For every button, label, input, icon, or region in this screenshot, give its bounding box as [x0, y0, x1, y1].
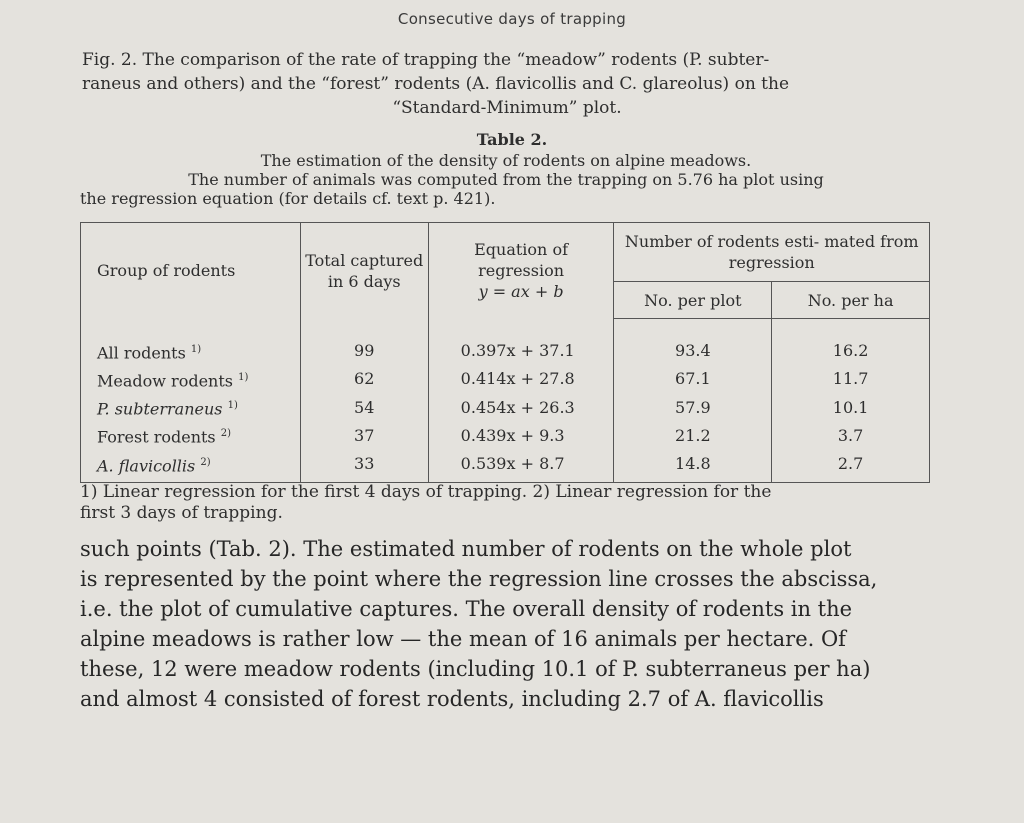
cell-total: 99 — [300, 319, 428, 365]
body-line: such points (Tab. 2). The estimated number of rodents on the whole plot — [80, 537, 852, 561]
table-footnotes — [80, 482, 932, 524]
cell-total: 37 — [300, 421, 428, 449]
cell-group: A. flavicollis $^{2)}$ — [81, 450, 301, 483]
figure-caption — [82, 48, 932, 120]
header-per-plot: No. per plot — [614, 282, 772, 319]
figure-caption-line: “Standard-Minimum” plot. — [392, 98, 622, 118]
header-total-captured: Total captured in 6 days — [300, 223, 428, 319]
cell-equation: 0.397x + 37.1 — [428, 319, 614, 365]
figure-caption-line: Fig. 2. The comparison of the rate of trapping the “meadow” rodents (P. subter- — [82, 50, 770, 70]
table-row — [81, 421, 930, 449]
cell-group: Forest rodents $^{2)}$ — [81, 421, 301, 449]
body-line: and almost 4 consisted of forest rodents, including 2.7 of A. flavicollis — [80, 687, 824, 711]
header-group: Group of rodents — [81, 223, 301, 319]
body-paragraph — [80, 534, 932, 714]
cell-per-ha: 3.7 — [772, 421, 930, 449]
table-row — [81, 319, 930, 365]
cell-total: 54 — [300, 393, 428, 421]
cell-group: Meadow rodents $^{1)}$ — [81, 365, 301, 393]
cell-per-ha: 2.7 — [772, 450, 930, 483]
body-line: is represented by the point where the regression line crosses the abscissa, — [80, 567, 878, 591]
body-line: i.e. the plot of cumulative captures. The overall density of rodents in the — [80, 597, 853, 621]
density-table — [80, 222, 930, 483]
cell-per-ha: 16.2 — [772, 319, 930, 365]
cell-equation: 0.439x + 9.3 — [428, 421, 614, 449]
header-equation-formula: y = ax + b — [478, 282, 564, 302]
cell-group: P. subterraneus $^{1)}$ — [81, 393, 301, 421]
table-caption — [80, 151, 932, 208]
header-equation-label: Equation of regression — [474, 240, 568, 281]
cell-per-plot: 57.9 — [614, 393, 772, 421]
header-per-ha: No. per ha — [772, 282, 930, 319]
footnote-line: 1) Linear regression for the first 4 days of trapping. 2) Linear regression for the — [80, 482, 772, 502]
table-row — [81, 393, 930, 421]
table-title: Table 2. — [476, 130, 548, 149]
cell-per-plot: 14.8 — [614, 450, 772, 483]
figure-caption-line: raneus and others) and the “forest” rodents (A. flavicollis and C. glareolus) on the — [82, 74, 790, 94]
body-line: these, 12 were meadow rodents (including 10.1 of P. subterraneus per ha) — [80, 657, 871, 681]
table-row — [81, 365, 930, 393]
cell-equation: 0.414x + 27.8 — [428, 365, 614, 393]
cell-equation: 0.539x + 8.7 — [428, 450, 614, 483]
cell-total: 33 — [300, 450, 428, 483]
header-estimated: Number of rodents esti- mated from regression — [614, 223, 930, 282]
cell-per-plot: 21.2 — [614, 421, 772, 449]
figure-axis-caption: Consecutive days of trapping — [397, 10, 627, 28]
table-row — [81, 450, 930, 483]
cell-per-ha: 11.7 — [772, 365, 930, 393]
cell-per-ha: 10.1 — [772, 393, 930, 421]
cell-per-plot: 67.1 — [614, 365, 772, 393]
cell-group: All rodents $^{1)}$ — [81, 319, 301, 365]
table-caption-line: The number of animals was computed from the trapping on 5.76 ha plot using — [188, 170, 824, 189]
cell-total: 62 — [300, 365, 428, 393]
table-caption-line: The estimation of the density of rodents on alpine meadows. — [260, 151, 752, 170]
body-line: alpine meadows is rather low — the mean of 16 animals per hectare. Of — [80, 627, 846, 651]
footnote-line: first 3 days of trapping. — [80, 503, 283, 523]
cell-per-plot: 93.4 — [614, 319, 772, 365]
header-equation — [428, 223, 614, 319]
cell-equation: 0.454x + 26.3 — [428, 393, 614, 421]
table-caption-line: the regression equation (for details cf. text p. 421). — [80, 189, 496, 208]
